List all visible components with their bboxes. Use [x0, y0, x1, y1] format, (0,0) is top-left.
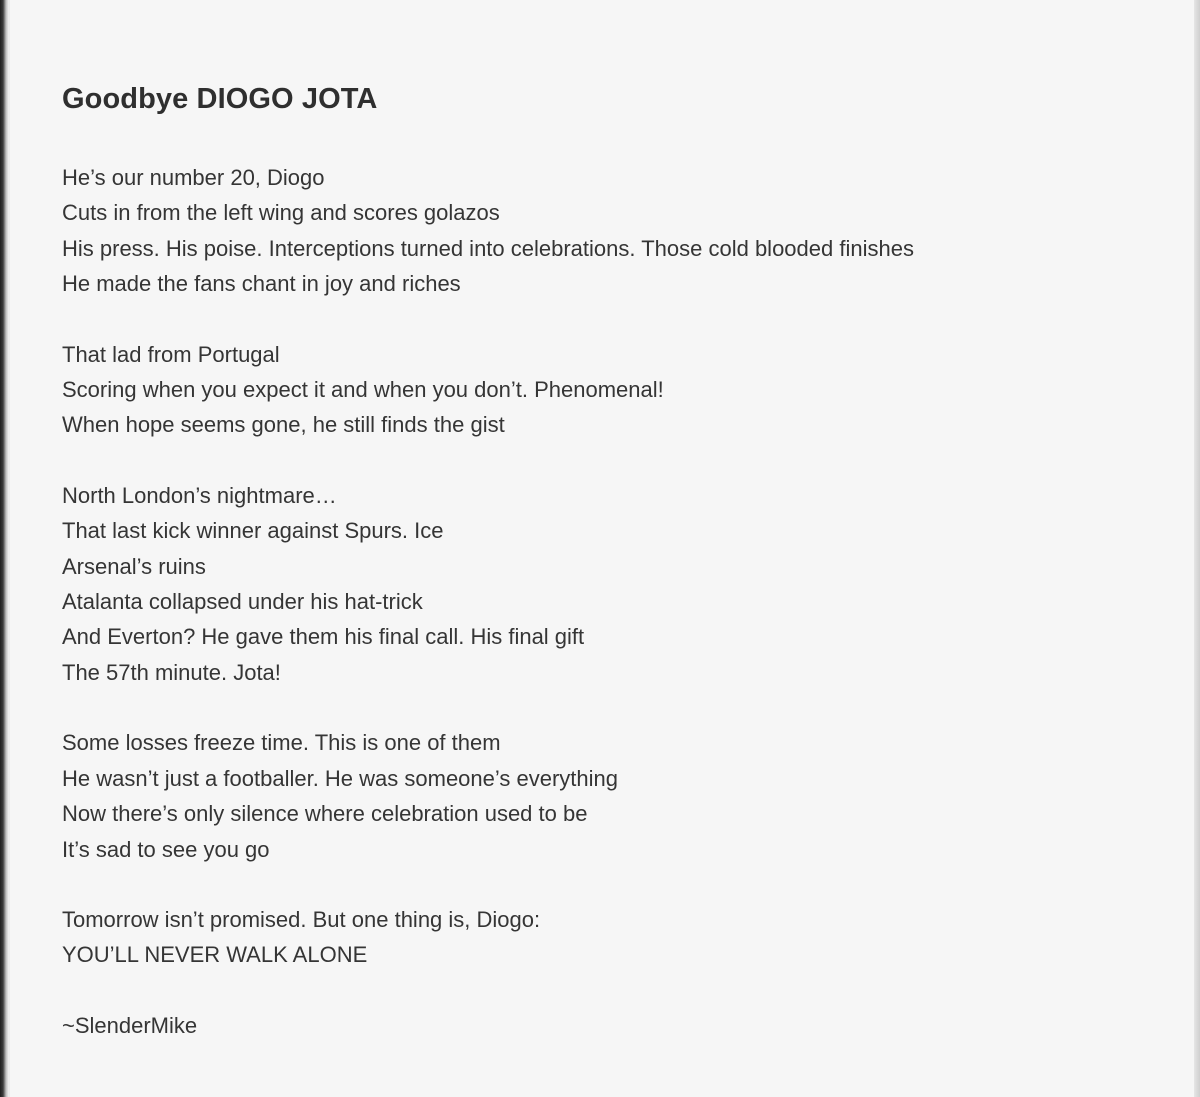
- poem-line: The 57th minute. Jota!: [62, 659, 281, 685]
- poem-line: YOU’LL NEVER WALK ALONE: [62, 942, 368, 968]
- poem-line: He made the fans chant in joy and riches: [62, 271, 461, 297]
- poem-line: Now there’s only silence where celebration used to be: [62, 801, 588, 827]
- poem-line: North London’s nightmare…: [62, 482, 337, 508]
- stanza-2: [62, 337, 1162, 443]
- poem-line: Cuts in from the left wing and scores golazos: [62, 200, 500, 226]
- poem-line: That last kick winner against Spurs. Ice: [62, 518, 444, 544]
- poem-line: He’s our number 20, Diogo: [62, 165, 325, 190]
- note-page: [10, 0, 1194, 1097]
- poem-line: His press. His poise. Interceptions turned into celebrations. Those cold blooded finishes: [62, 235, 914, 261]
- poem-line: Some losses freeze time. This is one of them: [62, 730, 501, 756]
- stanza-1: [62, 160, 1162, 302]
- poem-document: [62, 80, 1162, 1043]
- poem-line: That lad from Portugal: [62, 341, 280, 367]
- poem-line: Tomorrow isn’t promised. But one thing is, Diogo:: [62, 906, 541, 932]
- stanza-3: [62, 478, 1162, 690]
- poem-line: And Everton? He gave them his final call. His final gift: [62, 624, 585, 650]
- stanza-5: [62, 902, 1162, 973]
- author-signature: ~SlenderMike: [62, 1012, 198, 1038]
- poem-line: Scoring when you expect it and when you don’t. Phenomenal!: [62, 377, 664, 403]
- stanza-4: [62, 725, 1162, 867]
- window-edge-right: [1194, 0, 1200, 1097]
- page-title: Goodbye DIOGO JOTA: [62, 83, 378, 115]
- window-edge-left: [0, 0, 8, 1097]
- poem-line: When hope seems gone, he still finds the gist: [62, 412, 505, 438]
- poem-line: He wasn’t just a footballer. He was someone’s everything: [62, 765, 618, 791]
- poem-line: It’s sad to see you go: [62, 836, 270, 862]
- poem-line: Arsenal’s ruins: [62, 553, 206, 579]
- poem-line: Atalanta collapsed under his hat-trick: [62, 589, 423, 615]
